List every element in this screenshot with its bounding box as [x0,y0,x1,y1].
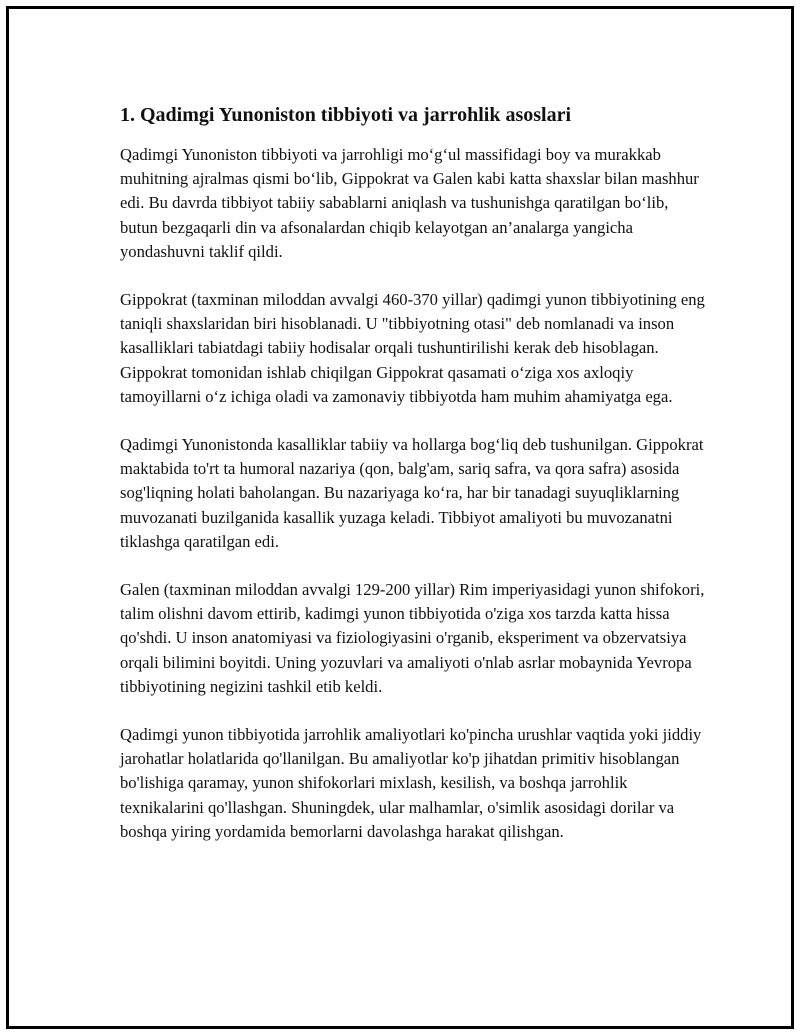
section-heading: 1. Qadimgi Yunoniston tibbiyoti va jarrohlik asoslari [120,104,572,126]
paragraph-hippocrates: Gippokrat (taxminan miloddan avvalgi 460-370 yillar) qadimgi yunon tibbiyotining eng taniqli shaxslaridan biri hisoblanadi. U "tibbiyotning otasi" deb nomlanadi va inson kasalliklari tabiatdagi tabiiy hodisalar orqali tushuntirilishi kerak deb hisoblagan. Gippokrat tomonidan ishlab chiqilgan Gippokrat qasamati o‘ziga xos axloqiy tamoyillarni o‘z ichiga oladi va zamonaviy tibbiyotda ham muhim ahamiyatga ega. [120,290,705,406]
document-body [120,101,710,868]
paragraph-galen: Galen (taxminan miloddan avvalgi 129-200 yillar) Rim imperiyasidagi yunon shifokori, talim olishni davom ettirib, kadimgi yunon tibbiyotida o'ziga xos tarzda katta hissa qo'shdi. U inson anatomiyasi va fiziologiyasini o'rganib, eksperiment va obzervatsiya orqali bilimini boyitdi. Uning yozuvlari va amaliyoti o'nlab asrlar mobaynida Yevropa tibbiyotining negizini tashkil etib keldi. [120,580,705,696]
paragraph-intro: Qadimgi Yunoniston tibbiyoti va jarrohligi mo‘g‘ul massifidagi boy va murakkab muhitning ajralmas qismi bo‘lib, Gippokrat va Galen kabi katta shaxslar bilan mashhur edi. Bu davrda tibbiyot tabiiy sabablarni aniqlash va tushunishga qaratilgan bo‘lib, butun bezgaqarli din va afsonalardan chiqib kelayotgan an’analarga yangicha yondashuvni taklif qildi. [120,145,699,261]
paragraph-surgery: Qadimgi yunon tibbiyotida jarrohlik amaliyotlari ko'pincha urushlar vaqtida yoki jiddiy jarohatlar holatlarida qo'llanilgan. Bu amaliyotlar ko'p jihatdan primitiv hisoblangan bo'lishiga qaramay, yunon shifokorlari mixlash, kesilish, va boshqa jarrohlik texnikalarini qo'llashgan. Shuningdek, ular malhamlar, o'simlik asosidagi dorilar va boshqa yiring yordamida bemorlarni davolashga harakat qilishgan. [120,725,702,841]
page-border [6,6,794,1029]
paragraph-humoral-theory: Qadimgi Yunonistonda kasalliklar tabiiy va hollarga bog‘liq deb tushunilgan. Gippokrat maktabida to'rt ta humoral nazariya (qon, balg'am, sariq safra, va qora safra) asosida sog'liqning holati baholangan. Bu nazariyaga ko‘ra, har bir tanadagi suyuqliklarning muvozanati buzilganida kasallik yuzaga keladi. Tibbiyot amaliyoti bu muvozanatni tiklashga qaratilgan edi. [120,435,704,551]
